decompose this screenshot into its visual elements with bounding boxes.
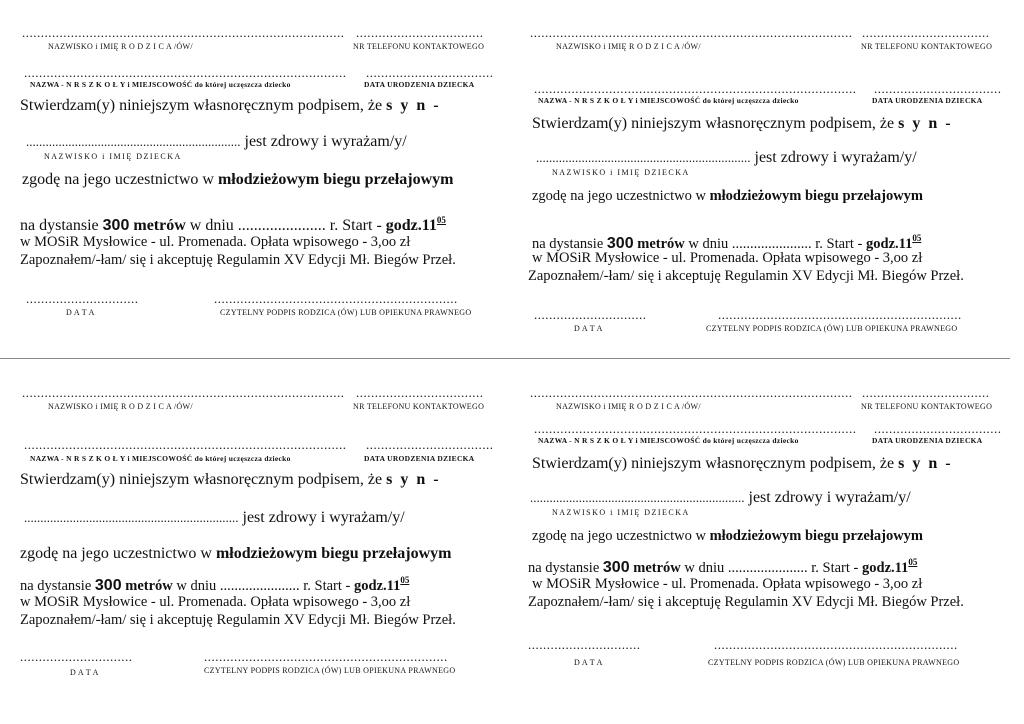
signature-label: CZYTELNY PODPIS RODZICA (ÓW) LUB OPIEKUNA PRAWNEGO <box>204 666 456 675</box>
parent-name-line[interactable]: ...................................................................................... <box>22 25 345 40</box>
event-date-line[interactable]: ...................... <box>219 578 300 594</box>
signature-label: CZYTELNY PODPIS RODZICA (ÓW) LUB OPIEKUNA PRAWNEGO <box>706 324 958 333</box>
regulations-text: Zapoznałem/-łam/ się i akceptuję Regulamin XV Edycji Mł. Biegów Przeł. <box>528 268 964 284</box>
phone-line[interactable]: .................................. <box>356 25 484 40</box>
date-suffix: r. Start - <box>811 560 859 576</box>
date-label: D A T A <box>574 324 603 333</box>
event-date-line[interactable]: ...................... <box>237 217 326 234</box>
date-label: D A T A <box>70 668 99 677</box>
start-time: godz.11 <box>866 236 913 252</box>
declaration-text: Stwierdzam(y) niniejszym własnoręcznym podpisem, że <box>20 97 383 114</box>
start-minutes: 05 <box>436 215 446 225</box>
parent-signature-line[interactable]: ................................................................. <box>214 291 458 306</box>
event-name: młodzieżowym biegu przełajowym <box>709 188 923 204</box>
start-time: godz.11 <box>862 560 909 576</box>
phone-label: NR TELEFONU KONTAKTOWEGO <box>861 402 993 411</box>
event-name: młodzieżowym biegu przełajowym <box>215 545 452 562</box>
start-time: godz.11 <box>354 578 401 594</box>
date-suffix: r. Start - <box>303 578 351 594</box>
date-label: D A T A <box>66 308 95 317</box>
event-date-line[interactable]: ...................... <box>731 236 812 252</box>
venue-text: w MOSiR Mysłowice - ul. Promenada. Opłata wpisowego - 3,oo zł <box>20 594 411 610</box>
distance-value: 300 <box>102 217 130 234</box>
distance-unit: metrów <box>125 578 173 594</box>
declaration-text: Stwierdzam(y) niniejszym własnoręcznym podpisem, że <box>532 115 895 132</box>
birth-date-label: DATA URODZENIA DZIECKA <box>872 436 983 445</box>
regulations-text: Zapoznałem/-łam/ się i akceptuję Regulamin XV Edycji Mł. Biegów Przeł. <box>20 612 456 628</box>
start-time: godz.11 <box>385 217 437 234</box>
child-name-line[interactable]: .................................................................. <box>26 134 241 149</box>
venue-text: w MOSiR Mysłowice - ul. Promenada. Opłata wpisowego - 3,oo zł <box>532 576 923 592</box>
parent-signature-line[interactable]: ................................................................. <box>714 637 958 652</box>
healthy-line <box>24 508 405 528</box>
date-signature-line[interactable]: .............................. <box>534 307 647 322</box>
distance-prefix: na dystansie <box>20 578 92 594</box>
declaration-line <box>532 454 953 474</box>
healthy-text: jest zdrowy i wyrażam/y/ <box>244 133 407 150</box>
date-suffix: r. Start - <box>329 217 382 234</box>
date-prefix: w dniu <box>189 217 234 234</box>
parent-name-label: NAZWISKO i IMIĘ R O D Z I C A /ÓW/ <box>48 42 193 51</box>
distance-prefix: na dystansie <box>528 560 600 576</box>
distance-value: 300 <box>606 235 634 252</box>
birth-date-line[interactable]: .................................. <box>874 81 1002 96</box>
consent-line <box>20 544 451 564</box>
healthy-line <box>530 488 911 508</box>
phone-line[interactable]: .................................. <box>356 385 484 400</box>
consent-text: zgodę na jego uczestnictwo w <box>532 528 706 544</box>
son-text: s y n - <box>386 97 441 114</box>
healthy-text: jest zdrowy i wyrażam/y/ <box>754 149 917 166</box>
phone-line[interactable]: .................................. <box>862 25 990 40</box>
distance-value: 300 <box>602 559 630 576</box>
healthy-line <box>536 148 917 168</box>
consent-line <box>22 170 453 190</box>
child-name-line[interactable]: .................................................................. <box>530 490 745 505</box>
birth-date-line[interactable]: .................................. <box>366 65 494 80</box>
school-label: NAZWA - N R S Z K O Ł Y i MIEJSCOWOŚĆ do której uczęszcza dziecko <box>30 80 291 89</box>
school-line[interactable]: ...................................................................................... <box>534 421 857 436</box>
birth-date-line[interactable]: .................................. <box>366 437 494 452</box>
date-signature-line[interactable]: .............................. <box>528 637 641 652</box>
distance-unit: metrów <box>633 560 681 576</box>
event-name: młodzieżowym biegu przełajowym <box>217 171 454 188</box>
healthy-text: jest zdrowy i wyrażam/y/ <box>242 509 405 526</box>
signature-label: CZYTELNY PODPIS RODZICA (ÓW) LUB OPIEKUNA PRAWNEGO <box>220 308 472 317</box>
healthy-line <box>26 132 407 152</box>
parent-signature-line[interactable]: ................................................................. <box>718 307 962 322</box>
signature-label: CZYTELNY PODPIS RODZICA (ÓW) LUB OPIEKUNA PRAWNEGO <box>708 658 960 667</box>
distance-unit: metrów <box>133 217 186 234</box>
date-prefix: w dniu <box>688 236 729 252</box>
date-suffix: r. Start - <box>815 236 863 252</box>
consent-form-4 <box>528 380 1008 720</box>
birth-date-label: DATA URODZENIA DZIECKA <box>364 454 475 463</box>
event-date-line[interactable]: ...................... <box>727 560 808 576</box>
child-name-label: NAZWISKO i IMIĘ DZIECKA <box>552 168 690 177</box>
birth-date-label: DATA URODZENIA DZIECKA <box>872 96 983 105</box>
distance-prefix: na dystansie <box>20 217 99 234</box>
phone-line[interactable]: .................................. <box>862 385 990 400</box>
distance-prefix: na dystansie <box>532 236 604 252</box>
son-text: s y n - <box>898 115 953 132</box>
school-line[interactable]: ...................................................................................... <box>534 81 857 96</box>
birth-date-line[interactable]: .................................. <box>874 421 1002 436</box>
healthy-text: jest zdrowy i wyrażam/y/ <box>748 489 911 506</box>
venue-text: w MOSiR Mysłowice - ul. Promenada. Opłata wpisowego - 3,oo zł <box>20 234 411 250</box>
school-label: NAZWA - N R S Z K O Ł Y i MIEJSCOWOŚĆ do której uczęszcza dziecko <box>538 96 799 105</box>
child-name-label: NAZWISKO i IMIĘ DZIECKA <box>552 508 690 517</box>
school-label: NAZWA - N R S Z K O Ł Y i MIEJSCOWOŚĆ do której uczęszcza dziecko <box>538 436 799 445</box>
consent-line <box>532 526 923 546</box>
consent-line <box>532 186 923 206</box>
declaration-line <box>532 114 953 134</box>
parent-name-label: NAZWISKO i IMIĘ R O D Z I C A /ÓW/ <box>556 402 701 411</box>
start-minutes: 05 <box>912 233 922 243</box>
venue-text: w MOSiR Mysłowice - ul. Promenada. Opłata wpisowego - 3,oo zł <box>532 250 923 266</box>
school-line[interactable]: ...................................................................................... <box>24 437 347 452</box>
phone-label: NR TELEFONU KONTAKTOWEGO <box>353 402 485 411</box>
parent-name-label: NAZWISKO i IMIĘ R O D Z I C A /ÓW/ <box>48 402 193 411</box>
start-minutes: 05 <box>400 575 410 585</box>
school-label: NAZWA - N R S Z K O Ł Y i MIEJSCOWOŚĆ do której uczęszcza dziecko <box>30 454 291 463</box>
child-name-label: NAZWISKO i IMIĘ DZIECKA <box>44 152 182 161</box>
declaration-line <box>20 96 441 116</box>
parent-name-line[interactable]: ...................................................................................... <box>530 25 853 40</box>
declaration-line <box>20 470 441 490</box>
phone-label: NR TELEFONU KONTAKTOWEGO <box>353 42 485 51</box>
start-minutes: 05 <box>908 557 918 567</box>
child-name-line[interactable]: .................................................................. <box>536 150 751 165</box>
son-text: s y n - <box>386 471 441 488</box>
parent-name-line[interactable]: ...................................................................................... <box>530 385 853 400</box>
date-label: D A T A <box>574 658 603 667</box>
consent-text: zgodę na jego uczestnictwo w <box>22 171 214 188</box>
parent-name-label: NAZWISKO i IMIĘ R O D Z I C A /ÓW/ <box>556 42 701 51</box>
date-signature-line[interactable]: .............................. <box>20 649 133 664</box>
birth-date-label: DATA URODZENIA DZIECKA <box>364 80 475 89</box>
phone-label: NR TELEFONU KONTAKTOWEGO <box>861 42 993 51</box>
date-prefix: w dniu <box>176 578 217 594</box>
consent-text: zgodę na jego uczestnictwo w <box>532 188 706 204</box>
date-prefix: w dniu <box>684 560 725 576</box>
distance-unit: metrów <box>637 236 685 252</box>
child-name-line[interactable]: .................................................................. <box>24 510 239 525</box>
declaration-text: Stwierdzam(y) niniejszym własnoręcznym podpisem, że <box>20 471 383 488</box>
date-signature-line[interactable]: .............................. <box>26 291 139 306</box>
consent-form-2 <box>528 20 1008 360</box>
distance-value: 300 <box>94 577 122 594</box>
son-text: s y n - <box>898 455 953 472</box>
event-name: młodzieżowym biegu przełajowym <box>709 528 923 544</box>
regulations-text: Zapoznałem/-łam/ się i akceptuję Regulamin XV Edycji Mł. Biegów Przeł. <box>20 252 456 268</box>
consent-form-3 <box>20 380 500 720</box>
regulations-text: Zapoznałem/-łam/ się i akceptuję Regulamin XV Edycji Mł. Biegów Przeł. <box>528 594 964 610</box>
parent-signature-line[interactable]: ................................................................. <box>204 649 448 664</box>
consent-form-1 <box>20 20 500 360</box>
school-line[interactable]: ...................................................................................... <box>24 65 347 80</box>
parent-name-line[interactable]: ...................................................................................... <box>22 385 345 400</box>
declaration-text: Stwierdzam(y) niniejszym własnoręcznym podpisem, że <box>532 455 895 472</box>
consent-text: zgodę na jego uczestnictwo w <box>20 545 212 562</box>
